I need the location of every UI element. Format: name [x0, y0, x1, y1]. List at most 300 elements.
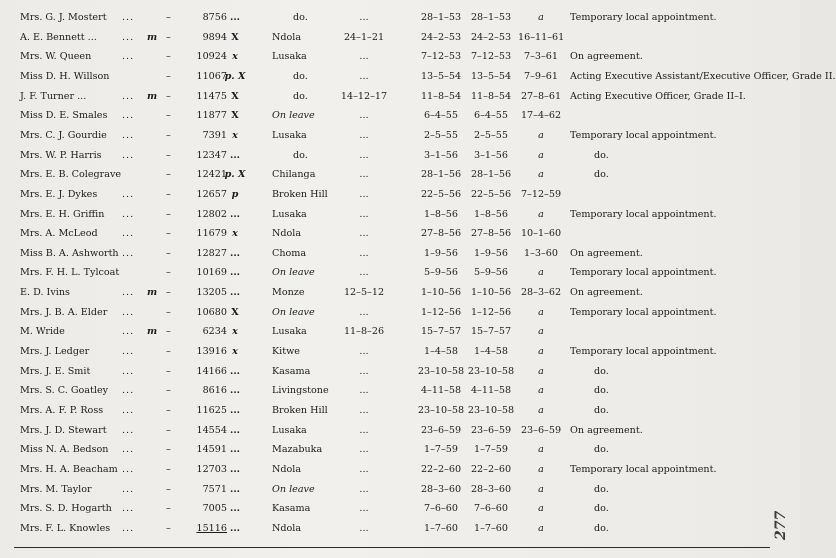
- staff-number: 12827: [196, 247, 227, 259]
- table-row: [0, 128, 770, 148]
- staff-number: 10924: [196, 51, 227, 63]
- appointment-date: 3–1–56: [423, 149, 458, 161]
- dash: –: [166, 90, 171, 102]
- table-row: [0, 423, 770, 443]
- remarks: Temporary local appointment.: [570, 463, 717, 475]
- first-appointment-date: ...: [359, 149, 369, 161]
- table-row: [0, 501, 770, 521]
- first-appointment-date: ...: [359, 503, 369, 515]
- staff-name: Mrs. W. P. Harris: [20, 149, 102, 161]
- grade-date: a: [538, 346, 544, 358]
- leader-dots: ...: [122, 90, 135, 102]
- station: Mazabuka: [272, 444, 323, 456]
- first-appointment-date: 12–5–12: [343, 287, 385, 299]
- station: Kasama: [272, 503, 311, 515]
- table-row: [0, 167, 770, 187]
- status-mark: ...: [229, 522, 241, 534]
- station: Broken Hill: [272, 405, 328, 416]
- first-appointment-date: ...: [359, 267, 369, 279]
- station: do.: [293, 12, 308, 23]
- staff-number: 11625: [196, 405, 227, 416]
- status-mark: ...: [229, 365, 241, 377]
- confirmation-date: 5–9–56: [473, 267, 508, 279]
- station: On leave: [272, 306, 315, 318]
- status-mark: ...: [229, 503, 241, 515]
- station: Ndola: [272, 228, 302, 240]
- table-row: [0, 187, 770, 207]
- sex-marker: m: [147, 326, 158, 338]
- dash: –: [166, 346, 171, 358]
- table-row: [0, 246, 770, 266]
- staff-number: 8756: [202, 12, 227, 23]
- dash: –: [166, 424, 171, 436]
- appointment-date: 4–11–58: [420, 385, 462, 397]
- status-mark: x: [232, 228, 238, 240]
- first-appointment-date: ...: [359, 405, 369, 416]
- staff-number: 11679: [196, 228, 227, 240]
- station: Lusaka: [272, 51, 307, 63]
- station: Monze: [272, 287, 305, 299]
- appointment-date: 5–9–56: [423, 267, 458, 279]
- station: Lusaka: [272, 129, 307, 141]
- grade-date: a: [538, 169, 544, 181]
- dash: –: [166, 51, 171, 63]
- staff-name: Miss N. A. Bedson: [20, 444, 109, 456]
- table-row: [0, 49, 770, 69]
- table-row: [0, 285, 770, 305]
- dash: –: [166, 149, 171, 161]
- remarks: On agreement.: [570, 424, 643, 436]
- status-mark: X: [231, 90, 239, 102]
- leader-dots: ...: [122, 247, 135, 259]
- station: Ndola: [272, 31, 302, 43]
- grade-date: a: [538, 522, 544, 534]
- appointment-date: 1–8–56: [423, 208, 458, 220]
- sex-marker: m: [147, 31, 158, 43]
- remarks: do.: [594, 503, 609, 515]
- first-appointment-date: ...: [359, 424, 369, 436]
- grade-date: a: [538, 326, 544, 338]
- sex-marker: m: [147, 287, 158, 299]
- table-row: [0, 265, 770, 285]
- table-row: [0, 324, 770, 344]
- grade-date: a: [538, 483, 544, 495]
- staff-name: M. Wride: [20, 326, 65, 338]
- staff-number: 7005: [202, 503, 227, 515]
- remarks: Acting Executive Assistant/Executive Officer, Grade II.: [570, 70, 836, 82]
- staff-name: Mrs. C. J. Gourdie: [20, 129, 107, 141]
- status-mark: ...: [229, 267, 241, 279]
- staff-name: Miss B. A. Ashworth: [20, 247, 119, 259]
- confirmation-date: 15–7–57: [470, 326, 512, 338]
- first-appointment-date: ...: [359, 463, 369, 475]
- first-appointment-date: ...: [359, 228, 369, 240]
- status-mark: ...: [229, 483, 241, 495]
- leader-dots: ...: [122, 188, 135, 200]
- staff-number: 7571: [202, 483, 227, 495]
- remarks: do.: [594, 169, 609, 181]
- dash: –: [166, 444, 171, 456]
- table-row: [0, 521, 770, 541]
- staff-name: Mrs. H. A. Beacham: [20, 463, 118, 475]
- confirmation-date: 3–1–56: [473, 149, 508, 161]
- station: On leave: [272, 267, 315, 279]
- grade-date: 17–4–62: [520, 110, 562, 122]
- staff-number: 11475: [196, 90, 227, 102]
- staff-number: 11877: [196, 110, 227, 122]
- leader-dots: ...: [122, 228, 135, 240]
- first-appointment-date: ...: [359, 12, 369, 23]
- appointment-date: 22–5–56: [420, 188, 462, 200]
- table-row: [0, 89, 770, 109]
- grade-date: 7–3–61: [523, 51, 558, 63]
- status-mark: ...: [229, 12, 241, 23]
- appointment-date: 1–9–56: [423, 247, 458, 259]
- station: Kitwe: [272, 346, 300, 358]
- first-appointment-date: ...: [359, 247, 369, 259]
- confirmation-date: 11–8–54: [470, 90, 512, 102]
- status-mark: X: [231, 306, 239, 318]
- status-mark: x: [232, 326, 238, 338]
- staff-number: 10169: [196, 267, 227, 279]
- first-appointment-date: ...: [359, 444, 369, 456]
- grade-date: 10–1–60: [520, 228, 562, 240]
- remarks: Temporary local appointment.: [570, 346, 717, 358]
- staff-number: 7391: [202, 129, 227, 141]
- status-mark: ...: [229, 247, 241, 259]
- appointment-date: 2–5–55: [423, 129, 458, 141]
- confirmation-date: 1–12–56: [470, 306, 512, 318]
- status-mark: ...: [229, 405, 241, 416]
- dash: –: [166, 385, 171, 397]
- confirmation-date: 6–4–55: [473, 110, 508, 122]
- staff-number: 11067: [196, 70, 227, 82]
- appointment-date: 23–10–58: [417, 405, 465, 416]
- staff-number: 14554: [196, 424, 227, 436]
- confirmation-date: 1–7–60: [473, 522, 508, 534]
- table-row: [0, 305, 770, 325]
- confirmation-date: 1–7–59: [473, 444, 508, 456]
- first-appointment-date: ...: [359, 483, 369, 495]
- staff-name: A. E. Bennett ...: [20, 31, 97, 43]
- confirmation-date: 23–10–58: [467, 405, 515, 416]
- staff-name: Mrs. E. B. Colegrave: [20, 169, 122, 181]
- staff-number: 14166: [196, 365, 227, 377]
- leader-dots: ...: [122, 149, 135, 161]
- remarks: On agreement.: [570, 287, 643, 299]
- confirmation-date: 24–2–53: [470, 31, 512, 43]
- staff-name: Mrs. F. L. Knowles: [20, 522, 111, 534]
- table-row: [0, 30, 770, 50]
- staff-number: 15116: [196, 522, 227, 534]
- staff-name: Mrs. J. B. A. Elder: [20, 306, 108, 318]
- appointment-date: 28–1–53: [420, 12, 462, 23]
- staff-number: 8616: [202, 385, 227, 397]
- station: On leave: [272, 483, 315, 495]
- leader-dots: ...: [122, 208, 135, 220]
- appointment-date: 23–6–59: [420, 424, 462, 436]
- remarks: Temporary local appointment.: [570, 208, 717, 220]
- leader-dots: ...: [122, 110, 135, 122]
- staff-number: 14591: [196, 444, 227, 456]
- table-row: [0, 364, 770, 384]
- first-appointment-date: ...: [359, 385, 369, 397]
- grade-date: 27–8–61: [520, 90, 562, 102]
- staff-name: Mrs. W. Queen: [20, 51, 92, 63]
- dash: –: [166, 405, 171, 416]
- table-row: [0, 462, 770, 482]
- confirmation-date: 4–11–58: [470, 385, 512, 397]
- confirmation-date: 22–5–56: [470, 188, 512, 200]
- staff-number: 12421: [196, 169, 227, 181]
- page-number: 277: [773, 510, 789, 540]
- remarks: Temporary local appointment.: [570, 12, 717, 23]
- station: Kasama: [272, 365, 311, 377]
- appointment-date: 1–7–60: [423, 522, 458, 534]
- staff-name: E. D. Ivins: [20, 287, 70, 299]
- first-appointment-date: ...: [359, 51, 369, 63]
- remarks: Acting Executive Officer, Grade II–I.: [570, 90, 746, 102]
- first-appointment-date: ...: [359, 70, 369, 82]
- staff-name: Mrs. F. H. L. Tylcoat: [20, 267, 120, 279]
- grade-date: a: [538, 405, 544, 416]
- confirmation-date: 1–4–58: [473, 346, 508, 358]
- table-row: [0, 482, 770, 502]
- remarks: do.: [594, 483, 609, 495]
- leader-dots: ...: [122, 31, 135, 43]
- station: do.: [293, 149, 308, 161]
- dash: –: [166, 503, 171, 515]
- grade-date: a: [538, 385, 544, 397]
- dash: –: [166, 169, 171, 181]
- grade-date: a: [538, 12, 544, 23]
- staff-number: 6234: [202, 326, 227, 338]
- confirmation-date: 7–6–60: [473, 503, 508, 515]
- status-mark: X: [231, 31, 239, 43]
- staff-name: Mrs. J. D. Stewart: [20, 424, 107, 436]
- table-row: [0, 69, 836, 89]
- appointment-date: 1–7–59: [423, 444, 458, 456]
- dash: –: [166, 188, 171, 200]
- remarks: do.: [594, 149, 609, 161]
- confirmation-date: 22–2–60: [470, 463, 512, 475]
- staff-name: Mrs. E. H. Griffin: [20, 208, 105, 220]
- dash: –: [166, 267, 171, 279]
- grade-date: 23–6–59: [520, 424, 562, 436]
- station: Lusaka: [272, 424, 307, 436]
- confirmation-date: 28–1–56: [470, 169, 512, 181]
- dash: –: [166, 31, 171, 43]
- table-row: [0, 403, 770, 423]
- station: Choma: [272, 247, 307, 259]
- staff-number: 12347: [196, 149, 227, 161]
- table-row: [0, 148, 770, 168]
- dash: –: [166, 247, 171, 259]
- dash: –: [166, 208, 171, 220]
- staff-number: 13205: [196, 287, 227, 299]
- grade-date: a: [538, 444, 544, 456]
- status-mark: ...: [229, 424, 241, 436]
- remarks: Temporary local appointment.: [570, 129, 717, 141]
- confirmation-date: 13–5–54: [470, 70, 512, 82]
- staff-number: 10680: [196, 306, 227, 318]
- grade-date: 7–12–59: [520, 188, 562, 200]
- staff-name: J. F. Turner ...: [20, 90, 87, 102]
- staff-number: 13916: [196, 346, 227, 358]
- confirmation-date: 2–5–55: [473, 129, 508, 141]
- confirmation-date: 28–1–53: [470, 12, 512, 23]
- grade-date: a: [538, 267, 544, 279]
- dash: –: [166, 110, 171, 122]
- confirmation-date: 23–6–59: [470, 424, 512, 436]
- remarks: do.: [594, 444, 609, 456]
- status-mark: ...: [229, 208, 241, 220]
- appointment-date: 1–10–56: [420, 287, 462, 299]
- leader-dots: ...: [122, 346, 135, 358]
- remarks: Temporary local appointment.: [570, 267, 717, 279]
- first-appointment-date: ...: [359, 522, 369, 534]
- appointment-date: 28–1–56: [420, 169, 462, 181]
- appointment-date: 24–2–53: [420, 31, 462, 43]
- sex-marker: m: [147, 90, 158, 102]
- appointment-date: 23–10–58: [417, 365, 465, 377]
- table-row: [0, 442, 770, 462]
- status-mark: ...: [229, 149, 241, 161]
- staff-name: Miss D. E. Smales: [20, 110, 108, 122]
- status-mark: X: [231, 110, 239, 122]
- dash: –: [166, 228, 171, 240]
- dash: –: [166, 287, 171, 299]
- grade-date: a: [538, 463, 544, 475]
- status-mark: p. X: [224, 169, 246, 181]
- table-row: [0, 344, 770, 364]
- station: Ndola: [272, 522, 302, 534]
- table-row: [0, 383, 770, 403]
- station: do.: [293, 70, 308, 82]
- status-mark: x: [232, 129, 238, 141]
- remarks: On agreement.: [570, 51, 643, 63]
- confirmation-date: 1–8–56: [473, 208, 508, 220]
- leader-dots: ...: [122, 12, 135, 23]
- remarks: Temporary local appointment.: [570, 306, 717, 318]
- confirmation-date: 1–10–56: [470, 287, 512, 299]
- staff-name: Mrs. J. E. Smit: [20, 365, 91, 377]
- table-row: [0, 108, 770, 128]
- grade-date: a: [538, 365, 544, 377]
- leader-dots: ...: [122, 129, 135, 141]
- dash: –: [166, 483, 171, 495]
- staff-name: Mrs. M. Taylor: [20, 483, 92, 495]
- appointment-date: 7–12–53: [420, 51, 462, 63]
- appointment-date: 7–6–60: [423, 503, 458, 515]
- table-row: [0, 207, 770, 227]
- bottom-rule: [14, 547, 770, 548]
- status-mark: ...: [229, 385, 241, 397]
- staff-number: 12802: [196, 208, 227, 220]
- appointment-date: 1–4–58: [423, 346, 458, 358]
- status-mark: x: [232, 346, 238, 358]
- first-appointment-date: ...: [359, 110, 369, 122]
- appointment-date: 1–12–56: [420, 306, 462, 318]
- station: On leave: [272, 110, 315, 122]
- grade-date: 1–3–60: [523, 247, 558, 259]
- grade-date: 28–3–62: [520, 287, 562, 299]
- status-mark: ...: [229, 463, 241, 475]
- remarks: do.: [594, 365, 609, 377]
- first-appointment-date: ...: [359, 346, 369, 358]
- staff-number: 12703: [196, 463, 227, 475]
- table-row: [0, 226, 770, 246]
- appointment-date: 27–8–56: [420, 228, 462, 240]
- first-appointment-date: ...: [359, 306, 369, 318]
- confirmation-date: 28–3–60: [470, 483, 512, 495]
- appointment-date: 22–2–60: [420, 463, 462, 475]
- station: Broken Hill: [272, 188, 328, 200]
- leader-dots: ...: [122, 424, 135, 436]
- first-appointment-date: ...: [359, 169, 369, 181]
- confirmation-date: 23–10–58: [467, 365, 515, 377]
- dash: –: [166, 70, 171, 82]
- grade-date: 7–9–61: [523, 70, 558, 82]
- first-appointment-date: ...: [359, 365, 369, 377]
- remarks: On agreement.: [570, 247, 643, 259]
- grade-date: a: [538, 149, 544, 161]
- grade-date: a: [538, 208, 544, 220]
- appointment-date: 28–3–60: [420, 483, 462, 495]
- staff-name: Mrs. A. F. P. Ross: [20, 405, 104, 416]
- staff-name: Mrs. S. D. Hogarth: [20, 503, 112, 515]
- status-mark: ...: [229, 287, 241, 299]
- station: do.: [293, 90, 308, 102]
- dash: –: [166, 306, 171, 318]
- staff-name: Mrs. E. J. Dykes: [20, 188, 98, 200]
- appointment-date: 11–8–54: [420, 90, 462, 102]
- leader-dots: ...: [122, 503, 135, 515]
- confirmation-date: 7–12–53: [470, 51, 512, 63]
- staff-name: Mrs. J. Ledger: [20, 346, 90, 358]
- first-appointment-date: ...: [359, 188, 369, 200]
- dash: –: [166, 129, 171, 141]
- remarks: do.: [594, 522, 609, 534]
- leader-dots: ...: [122, 483, 135, 495]
- leader-dots: ...: [122, 51, 135, 63]
- staff-number: 9894: [202, 31, 227, 43]
- staff-number: 12657: [196, 188, 227, 200]
- appointment-date: 15–7–57: [420, 326, 462, 338]
- grade-date: a: [538, 306, 544, 318]
- remarks: do.: [594, 405, 609, 416]
- dash: –: [166, 522, 171, 534]
- dash: –: [166, 463, 171, 475]
- leader-dots: ...: [122, 326, 135, 338]
- status-mark: x: [232, 51, 238, 63]
- dash: –: [166, 365, 171, 377]
- dash: –: [166, 326, 171, 338]
- table-row: [0, 10, 770, 30]
- leader-dots: ...: [122, 365, 135, 377]
- leader-dots: ...: [122, 287, 135, 299]
- appointment-date: 13–5–54: [420, 70, 462, 82]
- confirmation-date: 27–8–56: [470, 228, 512, 240]
- appointment-date: 6–4–55: [423, 110, 458, 122]
- leader-dots: ...: [122, 306, 135, 318]
- station: Lusaka: [272, 208, 307, 220]
- status-mark: ...: [229, 444, 241, 456]
- station: Ndola: [272, 463, 302, 475]
- first-appointment-date: 24–1–21: [343, 31, 385, 43]
- first-appointment-date: ...: [359, 208, 369, 220]
- leader-dots: ...: [122, 463, 135, 475]
